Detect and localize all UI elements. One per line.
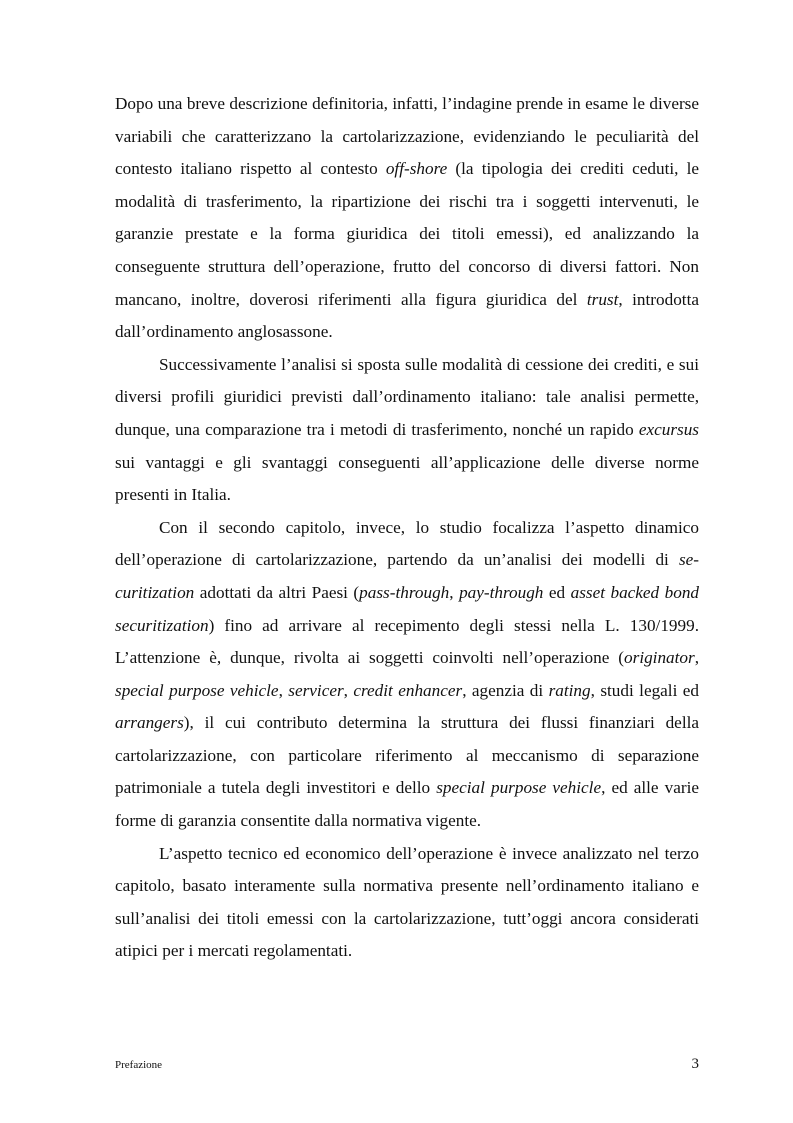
text-run: sui vantaggi e gli svantaggi conseguenti all’applicazione delle diverse norme presenti in Italia.	[115, 452, 699, 505]
text-run: ) fino ad arrivare al recepimento degli stessi nella L. 130/1999. L’attenzione è, dunque, rivolta ai soggetti coinvolti nell’operazione (	[115, 615, 699, 668]
italic-term: pass-through	[359, 582, 450, 602]
text-run: , agenzia di	[462, 680, 549, 700]
italic-term: credit enhancer	[353, 680, 463, 700]
italic-term: servicer	[288, 680, 344, 700]
text-run: Con il secondo capitolo, invece, lo studio focalizza l’aspetto dinamico dell’operazione di cartolarizzazione, partendo da un’analisi dei modelli di	[115, 517, 699, 570]
italic-term: originator	[624, 648, 695, 668]
text-run: , studi legali ed	[590, 680, 700, 700]
text-run: ,	[694, 648, 699, 668]
italic-term: excursus	[638, 419, 699, 439]
italic-term: special purpose vehicle	[436, 778, 602, 798]
text-run: Dopo una breve descrizione definitoria, infatti, l’indagine prende in esame le diverse variabili che caratterizzano la cartolarizzazione, evidenziando le peculiarità del contesto italiano rispetto al contesto	[115, 94, 699, 179]
body-paragraph	[115, 838, 699, 968]
text-run: ,	[278, 680, 289, 700]
text-run: , ed alle varie forme di garanzia consentite dalla normativa vigente.	[115, 778, 699, 831]
text-run: , introdotta dall’ordinamento anglosassone.	[115, 289, 699, 342]
italic-term: trust	[586, 289, 619, 309]
body-paragraph	[115, 88, 699, 349]
italic-term: asset backed bond securitization	[115, 582, 700, 635]
body-paragraph	[115, 512, 699, 838]
text-run: adottati da altri Paesi (	[194, 582, 360, 602]
text-run: ), il cui contributo determina la struttura dei flussi finanziari della cartolarizzazione, con particolare riferimento al meccanismo di separazione patrimoniale a tutela degli investitori e dello	[115, 713, 699, 798]
italic-term: securitization	[115, 550, 699, 602]
text-run: Successivamente l’analisi si sposta sulle modalità di cessione dei crediti, e sui diversi profili giuridici previsti dall’ordinamento italiano: tale analisi permette, dunque, una comparazione tra i metodi di trasferimento, nonché un rapido	[115, 354, 699, 439]
text-run: L’aspetto tecnico ed economico dell’operazione è invece analizzato nel terzo capitolo, basato interamente sulla normativa presente nell’ordinamento italiano e sull’analisi dei titoli emessi con la cartolarizzazione, tutt’oggi ancora considerati atipici per i mercati regolamentati.	[115, 843, 699, 961]
page-body	[115, 88, 699, 968]
text-run: (la tipologia dei crediti ceduti, le modalità di trasferimento, la ripartizione dei rischi tra i soggetti intervenuti, le garanzie prestate e la forma giuridica dei titoli emessi), ed analizzando la conseguente struttura dell’operazione, frutto del concorso di diversi fattori. Non mancano, inoltre, doverosi riferimenti alla figura giuridica del	[115, 159, 700, 309]
italic-term: pay-through	[459, 582, 544, 602]
page-number: 3	[691, 1056, 699, 1072]
italic-term: arrangers	[115, 713, 184, 733]
text-run: ,	[449, 582, 460, 602]
italic-term: special purpose vehicle	[115, 680, 279, 700]
page-footer	[115, 1056, 699, 1073]
body-paragraph	[115, 349, 699, 512]
italic-term: off-shore	[385, 159, 448, 179]
text-run: ,	[343, 680, 354, 700]
italic-term: rating	[548, 680, 591, 700]
text-run: ed	[543, 582, 571, 602]
footer-section-label: Prefazione	[115, 1059, 163, 1071]
